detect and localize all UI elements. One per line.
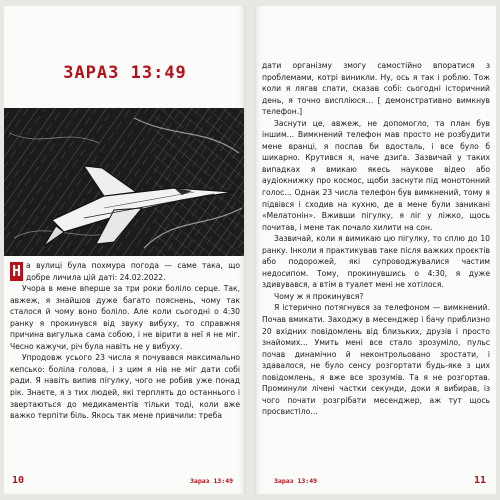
paragraph-text: а вулиці була похмура погода — саме така, що добре личила цій даті: 24.02.2022. bbox=[26, 261, 240, 282]
paragraph bbox=[10, 260, 240, 283]
body-text-right bbox=[262, 60, 490, 418]
fighter-jet-icon bbox=[4, 108, 244, 256]
paragraph: Заснути це, авжеж, не допомогло, та план був іншим… Вимкнений телефон мав просто не розбудити мене вранці, я поспав би вдосталь, і все було б шикарно. Крутився я, наче дзиґа. Зазвичай у таких випадках я вмикаю якесь наукове відео або аудіокнижку про космос, щоби заснути під монотонний голос… Однак 23 числа телефон був вимкнений, тому я підвівся і сходив на кухню, де в мене були заникані «Мелатонін». Вживши пігулку, я ліг у ліжко, щось почитав, і мене так почало хилити на сон. bbox=[262, 118, 490, 232]
drop-cap: Н bbox=[11, 262, 22, 280]
paragraph: Упродовж усього 23 числа я почувався максимально кепсько: боліла голова, і з цим я нів не міг дати собі ради. Я навіть випив пігулку, чого не робив уже понад рік. Знаєте, я з тих людей, які терплять до останнього і звертаються до медикаментів тільки тоді, коли вже важко терпіти біль. Якось так мене привчили: треба bbox=[10, 353, 240, 421]
paragraph: Чому ж я прокинувся? bbox=[274, 291, 364, 301]
paragraph: Зазвичай, коли я вимикаю цю пігулку, то сплю до 10 ранку. Інколи я практикував таке після важких проєктів або подорожей, які супроводжувалися частим недосипом. Тому, прокинувшись о 4:30, я дуже здивувався, а втім в туалет мені не хотілося. bbox=[262, 234, 490, 290]
running-head: Зараз 13:49 bbox=[274, 477, 318, 485]
paragraph: Учора в мене вперше за три роки боліло серце. Так, авжеж, я знайшов дуже багато пояснень, чому так сталося й чому воно боліло. Але коли сьогодні о 4:30 ранку я прокинувся від звуку вибуху, то справжня причина вигулька сама собою, і не вірити в неї я не міг. Чесно кажучи, річ була навіть не у вибуху. bbox=[10, 284, 240, 351]
paragraph: Я істерично потягнувся за телефоном — вимкнений. Почав вмикати. Заходжу в месенджер і бачу приблизно 20 вхідних повідомлень від близьких, друзів і просто знайомих… Умить мені все стало зрозуміло, пульс почав динамічно й неконтрольовано зростати, і здавалося, не було сенсу розгортати будь-яке з цих повідомлень, я вже все зрозумів. Та я не розгортав. Проминули лічені частки секунди, доки я вибирав, із чого почати розгрібати месенджер, аж тут щось просвистіло… bbox=[262, 303, 490, 417]
chapter-title: ЗАРАЗ 13:49 bbox=[63, 63, 187, 83]
running-head: Зараз 13:49 bbox=[190, 477, 234, 485]
right-page bbox=[254, 6, 496, 494]
page-number: 10 bbox=[12, 475, 25, 486]
fighter-jet-illustration bbox=[4, 108, 244, 256]
page-number: 11 bbox=[473, 475, 486, 486]
left-page bbox=[4, 6, 246, 494]
body-text-left bbox=[10, 260, 240, 422]
paragraph: дати організму змогу самостійно впоратися з проблемами, котрі виникли. Ну, ось я так і роблю. Тож коли я лягав спати, сказав собі: сьогодні історичний день, я точно виспліюся… [ демонстративно вимкнув телефон.] bbox=[262, 61, 490, 117]
